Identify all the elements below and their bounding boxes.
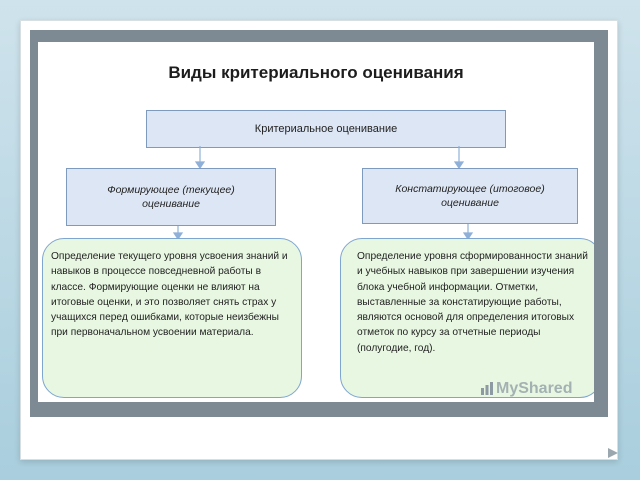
watermark-logo-icon <box>480 382 494 396</box>
summative-assessment-box <box>362 168 578 224</box>
slide-title: Виды критериального оценивания <box>168 63 464 82</box>
summative-label-line1: Констатирующее (итоговое) <box>395 182 545 195</box>
summative-label-line2: оценивание <box>441 197 499 209</box>
summative-description: Определение уровня сформированности знаний и учебных навыков при завершении изучения блока учебной информации. Отметки, выставленные за констатирующие работы, являются основой для определения итоговых отметок по курсу за отчетные периоды (полугодие, год). <box>340 238 594 398</box>
criterial-assessment-label: Критериальное оценивание <box>254 122 398 135</box>
slide-corner-marker-icon <box>608 448 618 458</box>
slide <box>38 42 594 402</box>
formative-description: Определение текущего уровня усвоения знаний и навыков в процессе повседневной работы в классе. Формирующие оценки не влияют на итоговые оценки, и это позволяет снять страх у учащихся перед ошибками, которые неизбежны при первоначальном усвоении материала. <box>42 238 302 398</box>
watermark: MyShared <box>496 380 573 397</box>
formative-label-line1: Формирующее (текущее) <box>107 183 235 196</box>
formative-label-line2: оценивание <box>142 198 200 210</box>
formative-assessment-box <box>66 168 276 226</box>
